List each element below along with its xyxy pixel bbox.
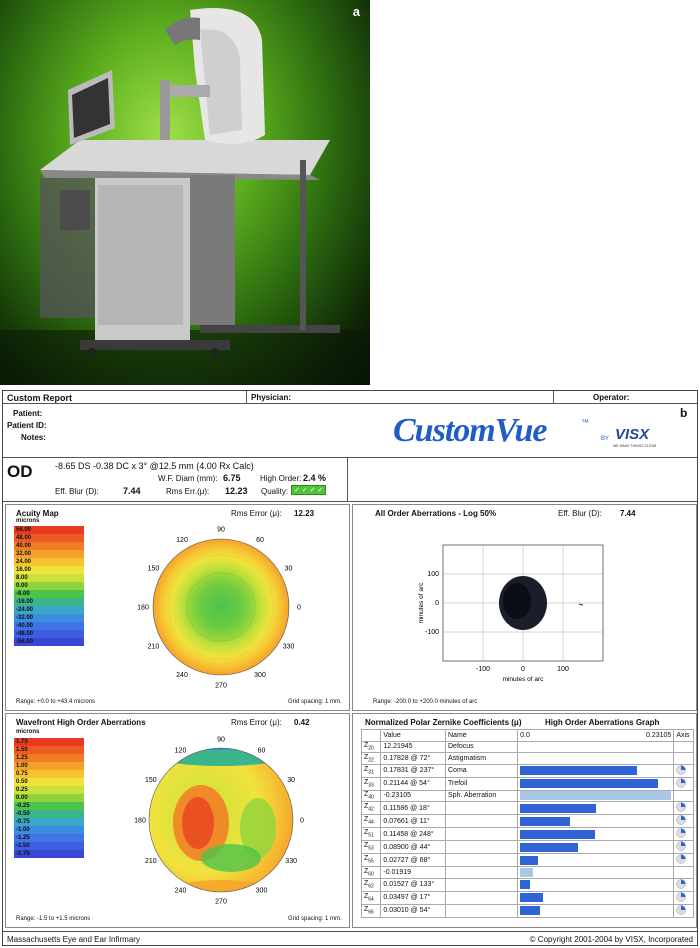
scale-step: 0.25 <box>14 786 84 794</box>
psf-y-label: minutes of arc <box>418 582 425 624</box>
zernike-row <box>362 828 694 841</box>
zernike-bar-cell <box>518 790 674 802</box>
acuity-polar-map <box>136 519 306 697</box>
acuity-title: Acuity Map <box>16 509 59 518</box>
quality-label: Quality: <box>261 487 289 496</box>
axis-pie-icon <box>676 815 686 825</box>
zernike-header-row <box>362 730 694 742</box>
zernike-axis <box>674 815 694 828</box>
zernike-row <box>362 878 694 891</box>
zernike-term: $Z_{44}$ <box>362 815 381 828</box>
zernike-row <box>362 753 694 765</box>
notes-label: Notes: <box>21 433 46 442</box>
zernike-value: -0.23105 <box>381 790 446 802</box>
zernike-bar-cell <box>518 878 674 891</box>
polar-angle-label: 150 <box>147 565 160 573</box>
trademark: ™ <box>581 418 589 427</box>
scale-step: -0.25 <box>14 802 84 810</box>
customvue-logo: CustomVue <box>393 412 547 449</box>
scale-step: 0.00 <box>14 794 84 802</box>
zernike-value: 0.02727 @ 68° <box>381 854 446 867</box>
scale-step: 56.00 <box>14 526 84 534</box>
acuity-unit: microns <box>16 518 40 524</box>
zernike-header-value: Value <box>381 730 446 742</box>
zernike-term: $Z_{55}$ <box>362 854 381 867</box>
zernike-value: 0.01527 @ 133° <box>381 878 446 891</box>
zernike-bar-cell <box>518 741 674 753</box>
zernike-bar-cell <box>518 777 674 790</box>
zernike-name <box>446 878 518 891</box>
zernike-value: 12.21945 <box>381 741 446 753</box>
wavefront-rms-label: Rms Error (μ): <box>231 718 282 727</box>
polar-angle-label: 30 <box>287 777 296 784</box>
zernike-value: 0.11586 @ 18° <box>381 802 446 815</box>
zernike-bar <box>520 830 595 839</box>
panel-label-b: b <box>680 406 688 420</box>
zernike-value: 0.07661 @ 11° <box>381 815 446 828</box>
rx-text: -8.65 DS -0.38 DC x 3° @12.5 mm (4.00 Rx Calc) <box>55 461 254 471</box>
polar-angle-label: 240 <box>174 887 187 895</box>
scale-step: -0.75 <box>14 818 84 826</box>
psf-xtick-neg100: -100 <box>475 666 491 673</box>
polar-angle-label: 90 <box>217 736 225 744</box>
zernike-name <box>446 891 518 904</box>
axis-pie-icon <box>676 854 686 864</box>
zernike-value: 0.08900 @ 44° <box>381 841 446 854</box>
zernike-bar-cell <box>518 867 674 879</box>
polar-angle-label: 120 <box>174 747 187 755</box>
zernike-name <box>446 854 518 867</box>
scale-step: -1.25 <box>14 834 84 842</box>
zernike-bar-cell <box>518 802 674 815</box>
zernike-term: $Z_{31}$ <box>362 764 381 777</box>
polar-angle-label: 210 <box>147 643 160 651</box>
zernike-term: $Z_{42}$ <box>362 802 381 815</box>
zernike-term: $Z_{53}$ <box>362 841 381 854</box>
psf-range: Range: -200.0 to +200.0 minutes of arc <box>373 699 478 705</box>
polar-angle-label: 240 <box>176 672 188 680</box>
footer-institution: Massachusetts Eye and Ear Infirmary <box>7 935 140 944</box>
polar-angle-label: 330 <box>282 643 295 651</box>
zernike-bar <box>520 766 637 775</box>
report-footer <box>3 931 697 945</box>
zernike-row <box>362 764 694 777</box>
zernike-row <box>362 841 694 854</box>
rms-err-value: 12.23 <box>225 486 248 496</box>
zernike-bar <box>520 804 596 813</box>
zernike-term: $Z_{22}$ <box>362 753 381 765</box>
visx-logo: VISX <box>615 426 650 443</box>
zernike-table <box>361 729 694 918</box>
zernike-bar-cell <box>518 904 674 917</box>
zernike-term: $Z_{20}$ <box>362 741 381 753</box>
scale-step: 40.00 <box>14 542 84 550</box>
zernike-title: Normalized Polar Zernike Coefficients (μ) <box>365 718 522 727</box>
zernike-name: Defocus <box>446 741 518 753</box>
acuity-rms-label: Rms Error (μ): <box>231 509 282 518</box>
psf-ytick-100: 100 <box>427 571 439 578</box>
scale-step: 1.25 <box>14 754 84 762</box>
zernike-bar <box>520 893 543 902</box>
polar-angle-label: 270 <box>215 682 227 690</box>
zernike-row <box>362 777 694 790</box>
polar-angle-label: 210 <box>145 858 157 865</box>
zernike-bar <box>520 880 530 889</box>
scale-step: -1.00 <box>14 826 84 834</box>
report-header <box>3 391 697 404</box>
zernike-value: 0.17828 @ 72° <box>381 753 446 765</box>
zernike-term: $Z_{64}$ <box>362 891 381 904</box>
wavefront-unit: microns <box>16 729 40 735</box>
zernike-name: Astigmatism <box>446 753 518 765</box>
polar-angle-label: 0 <box>297 604 301 612</box>
zernike-axis <box>674 854 694 867</box>
zernike-value: 0.03010 @ 54° <box>381 904 446 917</box>
acuity-rms-value: 12.23 <box>294 509 315 518</box>
zernike-name <box>446 904 518 917</box>
zernike-value: 0.17831 @ 237° <box>381 764 446 777</box>
axis-pie-icon <box>676 892 686 902</box>
zernike-value: 0.11458 @ 248° <box>381 828 446 841</box>
scale-step: 8.00 <box>14 574 84 582</box>
wavefront-color-scale <box>14 738 84 858</box>
scale-step: 0.75 <box>14 770 84 778</box>
zernike-section <box>352 713 697 928</box>
scale-step: -32.00 <box>14 614 84 622</box>
axis-pie-icon <box>676 841 686 851</box>
custom-report-title: Custom Report <box>7 393 72 403</box>
zernike-row <box>362 854 694 867</box>
custom-report <box>2 390 698 946</box>
scale-step: -48.00 <box>14 630 84 638</box>
axis-pie-icon <box>676 802 686 812</box>
scale-step: 24.00 <box>14 558 84 566</box>
psf-xtick-0: 0 <box>521 666 525 673</box>
polar-angle-label: 150 <box>145 777 157 784</box>
zernike-bar <box>520 817 570 826</box>
axis-pie-icon <box>676 778 686 788</box>
acuity-grid-spacing: Grid spacing: 1 mm. <box>288 699 342 705</box>
wavefront-polar-map <box>136 728 306 914</box>
psf-x-label: minutes of arc <box>502 676 544 683</box>
rms-err-label: Rms Err.(μ): <box>166 487 210 496</box>
zernike-term: $Z_{62}$ <box>362 878 381 891</box>
zernike-axis <box>674 841 694 854</box>
scale-step: 0.00 <box>14 582 84 590</box>
wavefront-grid-spacing: Grid spacing: 1 mm. <box>288 916 342 922</box>
panel-label-a: a <box>352 4 360 19</box>
physician-label: Physician: <box>251 393 292 402</box>
zernike-bar <box>520 856 538 865</box>
polar-angle-label: 0 <box>300 817 304 825</box>
zernike-scale-max: 0.23105 <box>646 731 672 739</box>
zernike-axis <box>674 878 694 891</box>
high-order-label: High Order: <box>260 474 302 483</box>
zernike-header-axis: Axis <box>674 730 694 742</box>
patient-label: Patient: <box>13 409 43 418</box>
zernike-name: Sph. Aberration <box>446 790 518 802</box>
zernike-row <box>362 904 694 917</box>
wavefront-title: Wavefront High Order Aberrations <box>16 718 146 727</box>
scale-step: -1.75 <box>14 850 84 858</box>
scale-step: 16.00 <box>14 566 84 574</box>
zernike-axis <box>674 790 694 802</box>
zernike-row <box>362 891 694 904</box>
zernike-axis <box>674 828 694 841</box>
scale-step: 48.00 <box>14 534 84 542</box>
zernike-axis <box>674 891 694 904</box>
zernike-bar-cell <box>518 828 674 841</box>
eye-label: OD <box>7 462 33 481</box>
zernike-value: 0.21144 @ 54° <box>381 777 446 790</box>
scale-step: -24.00 <box>14 606 84 614</box>
zernike-row <box>362 790 694 802</box>
psf-eff-value: 7.44 <box>620 509 636 518</box>
zernike-bar <box>520 868 533 877</box>
instrument-photo <box>0 0 370 385</box>
wf-diam-label: W.F. Diam (mm): <box>158 474 218 483</box>
scale-step: 32.00 <box>14 550 84 558</box>
polar-angle-label: 90 <box>217 526 225 534</box>
zernike-row <box>362 741 694 753</box>
axis-pie-icon <box>676 879 686 889</box>
zernike-term: $Z_{60}$ <box>362 867 381 879</box>
zernike-row <box>362 802 694 815</box>
aberrometer-illustration <box>0 0 370 385</box>
scale-step: 1.75 <box>14 738 84 746</box>
eff-blur-label: Eff. Blur (D): <box>55 487 99 496</box>
visx-tagline: WE MAKE THINGS CLEAR <box>613 444 657 448</box>
zernike-bar-cell <box>518 854 674 867</box>
zernike-axis <box>674 741 694 753</box>
zernike-name: Coma <box>446 764 518 777</box>
zernike-header-scale <box>518 730 674 742</box>
eff-blur-value: 7.44 <box>123 486 141 496</box>
polar-angle-label: 60 <box>257 747 266 755</box>
polar-angle-label: 30 <box>284 565 293 573</box>
axis-pie-icon <box>676 765 686 775</box>
zernike-bar-cell <box>518 891 674 904</box>
scale-step: -40.00 <box>14 622 84 630</box>
zernike-axis <box>674 777 694 790</box>
scale-step: -0.50 <box>14 810 84 818</box>
polar-angle-label: 330 <box>285 858 297 865</box>
polar-angle-label: 270 <box>215 898 227 906</box>
zernike-header-name: Name <box>446 730 518 742</box>
patient-id-label: Patient ID: <box>7 421 47 430</box>
high-order-value: 2.4 % <box>303 473 327 483</box>
patient-info <box>3 404 697 458</box>
acuity-range: Range: +0.0 to +43.4 microns <box>16 699 96 705</box>
zernike-axis <box>674 802 694 815</box>
by-text: BY <box>601 436 610 442</box>
psf-xtick-100: 100 <box>557 666 569 673</box>
zernike-bar-cell <box>518 753 674 765</box>
zernike-axis <box>674 764 694 777</box>
psf-ytick-0: 0 <box>435 600 439 607</box>
zernike-scale-min: 0.0 <box>520 731 530 739</box>
scale-step: 0.50 <box>14 778 84 786</box>
psf-plot <box>413 535 613 695</box>
zernike-bar <box>520 843 578 852</box>
zernike-value: 0.03497 @ 17° <box>381 891 446 904</box>
psf-ytick-neg100: -100 <box>424 629 439 636</box>
scale-step: 1.00 <box>14 762 84 770</box>
zernike-value: -0.01919 <box>381 867 446 879</box>
footer-copyright: © Copyright 2001-2004 by VISX, Incorporated <box>529 935 693 944</box>
polar-angle-label: 180 <box>134 817 146 825</box>
operator-label: Operator: <box>593 393 630 402</box>
wf-diam-value: 6.75 <box>223 473 241 483</box>
zernike-term: $Z_{66}$ <box>362 904 381 917</box>
wavefront-range: Range: -1.5 to +1.5 microns <box>16 916 91 922</box>
zernike-term: $Z_{40}$ <box>362 790 381 802</box>
zernike-name <box>446 815 518 828</box>
zernike-bar <box>520 779 658 788</box>
wavefront-section <box>5 713 350 928</box>
scale-step: -8.00 <box>14 590 84 598</box>
zernike-row <box>362 815 694 828</box>
axis-pie-icon <box>676 828 686 838</box>
zernike-name <box>446 841 518 854</box>
scale-step: -56.00 <box>14 638 84 646</box>
zernike-row <box>362 867 694 879</box>
polar-angle-label: 300 <box>254 672 266 680</box>
quality-indicator: ✓ ✓ ✓ ✓ <box>291 485 326 495</box>
zernike-bar-cell <box>518 764 674 777</box>
acuity-color-scale <box>14 526 84 646</box>
zernike-graph-title: High Order Aberrations Graph <box>545 718 660 727</box>
zernike-axis <box>674 753 694 765</box>
polar-angle-label: 120 <box>176 536 188 544</box>
zernike-term: $Z_{51}$ <box>362 828 381 841</box>
zernike-name <box>446 867 518 879</box>
polar-angle-label: 60 <box>256 536 264 544</box>
scale-step: 1.50 <box>14 746 84 754</box>
polar-angle-label: 180 <box>137 604 149 612</box>
od-summary <box>3 458 697 502</box>
scale-step: -1.50 <box>14 842 84 850</box>
zernike-bar <box>520 791 671 800</box>
zernike-name: Trefoil <box>446 777 518 790</box>
zernike-bar <box>520 906 540 915</box>
zernike-axis <box>674 904 694 917</box>
psf-eff-label: Eff. Blur (D): <box>558 509 602 518</box>
axis-pie-icon <box>676 905 686 915</box>
polar-angle-label: 300 <box>255 887 268 895</box>
zernike-term: $Z_{33}$ <box>362 777 381 790</box>
wavefront-rms-value: 0.42 <box>294 718 310 727</box>
zernike-name <box>446 828 518 841</box>
zernike-name <box>446 802 518 815</box>
zernike-axis <box>674 867 694 879</box>
psf-title: All Order Aberrations - Log 50% <box>375 509 497 518</box>
scale-step: -16.00 <box>14 598 84 606</box>
acuity-map-section <box>5 504 350 711</box>
zernike-bar-cell <box>518 841 674 854</box>
psf-section <box>352 504 697 711</box>
zernike-bar-cell <box>518 815 674 828</box>
